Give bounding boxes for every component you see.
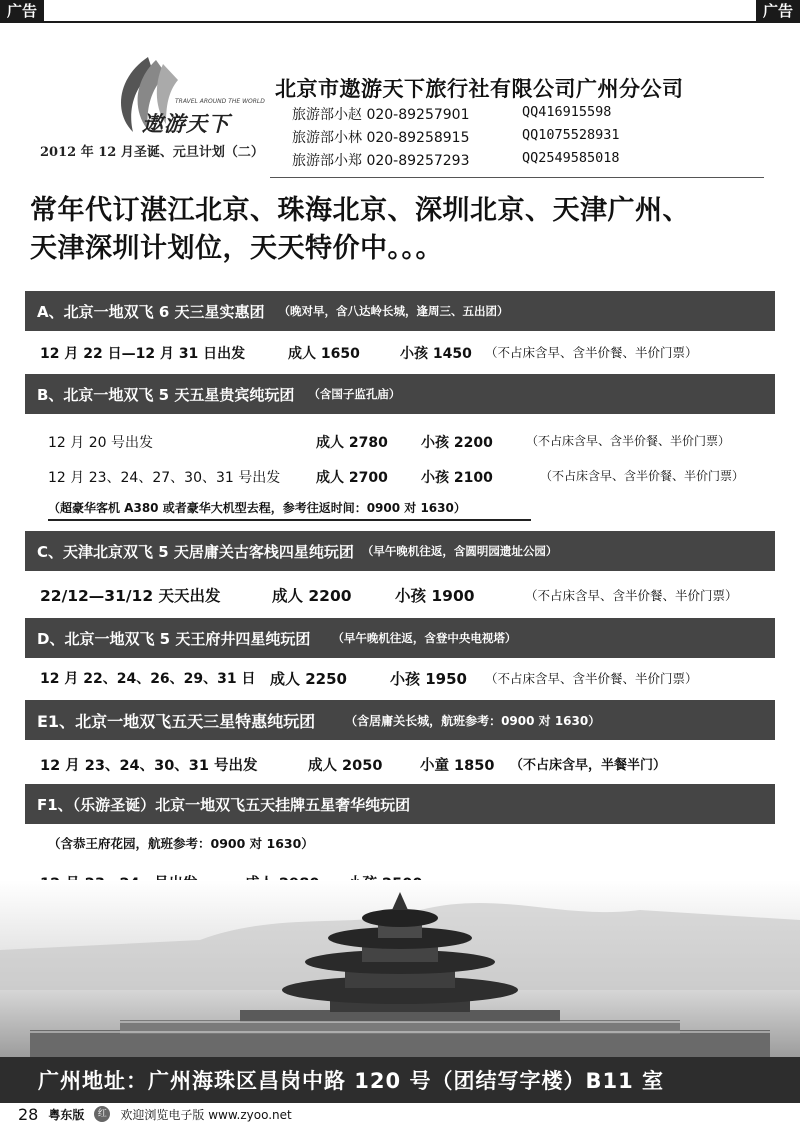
contact-row <box>292 104 632 124</box>
tour-d-header <box>25 618 775 658</box>
child-price: 小孩 2200 <box>421 435 493 451</box>
logo-name: 遨游天下 <box>142 112 230 136</box>
tour-c-header <box>25 531 775 571</box>
tour-e1-header <box>25 700 775 740</box>
contact-phone: 旅游部小林 020-89258915 <box>292 130 470 146</box>
edition-label: 粤东版 <box>48 1107 85 1122</box>
company-name: 北京市遨游天下旅行社有限公司广州分公司 <box>275 77 684 101</box>
tour-note: （早午晚机往返，含登中央电视塔） <box>332 631 517 645</box>
departure-date: 12 月 23、24、30、31 号出发 <box>40 758 258 774</box>
ad-tag-left: 广告 <box>0 0 44 22</box>
top-rule <box>0 21 800 23</box>
tour-a-header <box>25 291 775 331</box>
contact-phone: 旅游部小郑 020-89257293 <box>292 153 470 169</box>
departure-date: 22/12—31/12 天天出发 <box>40 587 221 605</box>
ad-tag-right: 广告 <box>756 0 800 22</box>
contact-qq: QQ1075528931 <box>522 127 620 143</box>
price-terms: （不占床含早，半餐半门） <box>510 758 667 773</box>
logo-tagline: TRAVEL AROUND THE WORLD <box>175 98 265 105</box>
tour-title: D、北京一地双飞 5 天王府井四星纯玩团 <box>37 629 311 648</box>
departure-date: 12 月 22 日—12 月 31 日出发 <box>40 346 246 362</box>
contact-rule <box>270 177 764 178</box>
tour-note: （晚对早，含八达岭长城，逢周三、五出团） <box>278 304 509 318</box>
edition-badge-icon: 红 <box>94 1106 110 1122</box>
page-number: 28 <box>18 1104 39 1124</box>
tour-note: （早午晚机往返，含圆明园遗址公园） <box>361 544 558 558</box>
adult-price: 成人 2700 <box>316 470 388 486</box>
adult-price: 成人 2780 <box>316 435 388 451</box>
contact-qq: QQ416915598 <box>522 104 612 120</box>
contact-row <box>292 127 632 147</box>
child-price: 小童 1850 <box>420 758 495 774</box>
adult-price: 成人 2200 <box>272 587 352 605</box>
temple-of-heaven-image <box>0 880 800 1060</box>
plan-label: 2012 年 12 月圣诞、元旦计划（二） <box>40 145 264 160</box>
tour-b-header <box>25 374 775 414</box>
price-terms: （不占床含早、含半价餐、半价门票） <box>540 469 745 483</box>
price-terms: （不占床含早、含半价餐、半价门票） <box>525 588 738 603</box>
tour-title: B、北京一地双飞 5 天五星贵宾纯玩团 <box>37 385 295 404</box>
child-price: 小孩 2100 <box>421 470 493 486</box>
price-terms: （不占床含早、含半价餐、半价门票） <box>485 345 698 360</box>
headline-line: 常年代订湛江北京、珠海北京、深圳北京、天津广州、 <box>30 195 690 226</box>
tour-title: E1、北京一地双飞五天三星特惠纯玩团 <box>37 711 316 731</box>
headline <box>30 192 780 268</box>
tour-f1-header <box>25 784 775 824</box>
contact-qq: QQ2549585018 <box>522 150 620 166</box>
price-terms: （不占床含早、含半价餐、半价门票） <box>526 434 731 448</box>
website-link[interactable]: 欢迎浏览电子版 www.zyoo.net <box>120 1107 292 1122</box>
departure-date: 12 月 23、24、27、30、31 号出发 <box>48 470 281 486</box>
contact-phone: 旅游部小赵 020-89257901 <box>292 107 470 123</box>
departure-date: 12 月 22、24、26、29、31 日 <box>40 671 256 687</box>
tour-note: （含居庸关长城，航班参考：0900 对 1630） <box>345 713 601 728</box>
departure-date: 12 月 20 号出发 <box>48 435 153 451</box>
headline-line: 天津深圳计划位，天天特价中。。。 <box>30 233 443 264</box>
adult-price: 成人 1650 <box>288 346 360 362</box>
adult-price: 成人 2250 <box>270 670 347 688</box>
page-footer <box>0 1103 800 1125</box>
tour-b-footnote: （超豪华客机 A380 或者豪华大机型去程，参考往返时间：0900 对 1630） <box>48 499 531 521</box>
tour-title: C、天津北京双飞 5 天居庸关古客栈四星纯玩团 <box>37 542 354 561</box>
tour-title: F1、（乐游圣诞）北京一地双飞五天挂牌五星奢华纯玩团 <box>37 795 411 814</box>
adult-price: 成人 2050 <box>308 758 383 774</box>
child-price: 小孩 1450 <box>400 346 472 362</box>
child-price: 小孩 1900 <box>395 587 475 605</box>
contact-row <box>292 150 632 170</box>
price-terms: （不占床含早、含半价餐、半价门票） <box>485 671 698 686</box>
tour-note: （含国子监孔庙） <box>308 387 401 401</box>
child-price: 小孩 1950 <box>390 670 467 688</box>
tour-f1-footnote: （含恭王府花园，航班参考：0900 对 1630） <box>48 836 314 851</box>
tour-title: A、北京一地双飞 6 天三星实惠团 <box>37 302 265 321</box>
address-banner: 广州地址：广州海珠区昌岗中路 120 号（团结写字楼）B11 室 <box>0 1057 800 1103</box>
